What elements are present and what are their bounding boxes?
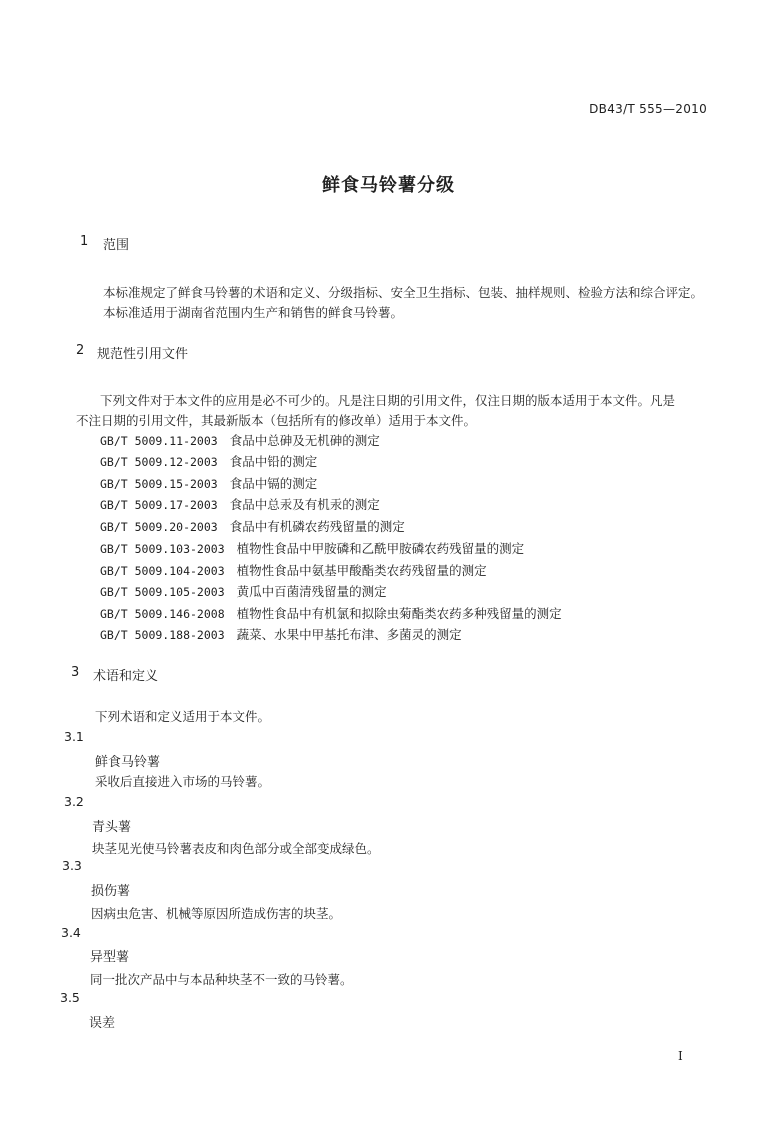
reference-code: GB/T 5009.103-2003 (100, 542, 225, 556)
paragraph: 不注日期的引用文件，其最新版本（包括所有的修改单）适用于本文件。 (76, 413, 477, 428)
reference-code: GB/T 5009.105-2003 (100, 585, 225, 599)
section-title: 范围 (103, 238, 130, 253)
reference-item (100, 431, 380, 449)
term-definition: 因病虫危害、机械等原因所造成伤害的块茎。 (91, 906, 342, 921)
term-definition: 同一批次产品中与本品种块茎不一致的马铃薯。 (90, 972, 353, 987)
term-number: 3.4 (61, 925, 81, 940)
section-title: 术语和定义 (93, 669, 159, 684)
reference-code: GB/T 5009.104-2003 (100, 564, 225, 578)
reference-item (100, 625, 462, 643)
paragraph: 下列文件对于本文件的应用是必不可少的。凡是注日期的引用文件，仅注日期的版本适用于本文件。凡是 (100, 393, 676, 408)
reference-item (100, 495, 380, 513)
reference-title: 食品中总汞及有机汞的测定 (229, 497, 380, 512)
page-title: 鲜食马铃薯分级 (322, 175, 455, 196)
reference-item (100, 561, 487, 579)
term-number: 3.5 (60, 990, 80, 1005)
term-number: 3.1 (64, 729, 84, 744)
document-number: DB43/T 555—2010 (589, 102, 707, 116)
reference-title: 食品中铅的测定 (229, 454, 318, 469)
section-number: 3 (71, 665, 80, 680)
term-name: 异型薯 (90, 950, 130, 965)
page-number: I (678, 1049, 683, 1063)
reference-item (100, 539, 524, 557)
reference-item (100, 452, 317, 470)
term-name: 误差 (89, 1016, 116, 1031)
reference-title: 黄瓜中百菌清残留量的测定 (236, 584, 387, 599)
term-number: 3.3 (62, 858, 82, 873)
reference-item (100, 474, 317, 492)
paragraph: 本标准规定了鲜食马铃薯的术语和定义、分级指标、安全卫生指标、包装、抽样规则、检验方法和综合评定。 (103, 285, 704, 300)
reference-title: 植物性食品中氨基甲酸酯类农药残留量的测定 (236, 563, 487, 578)
reference-code: GB/T 5009.12-2003 (100, 455, 218, 469)
term-definition: 块茎见光使马铃薯表皮和肉色部分或全部变成绿色。 (92, 841, 380, 856)
reference-item (100, 517, 405, 535)
term-definition: 采收后直接进入市场的马铃薯。 (95, 774, 271, 789)
reference-title: 食品中有机磷农药残留量的测定 (229, 519, 405, 534)
reference-item (100, 582, 387, 600)
section-title: 规范性引用文件 (97, 347, 189, 362)
reference-title: 食品中镉的测定 (229, 476, 318, 491)
term-name: 损伤薯 (91, 884, 131, 899)
term-number: 3.2 (64, 794, 84, 809)
reference-item (100, 604, 562, 622)
reference-title: 食品中总砷及无机砷的测定 (229, 433, 380, 448)
reference-title: 植物性食品中甲胺磷和乙酰甲胺磷农药残留量的测定 (236, 541, 525, 556)
reference-title: 蔬菜、水果中甲基托布津、多菌灵的测定 (236, 627, 462, 642)
reference-code: GB/T 5009.11-2003 (100, 434, 218, 448)
paragraph: 本标准适用于湖南省范围内生产和销售的鲜食马铃薯。 (103, 305, 404, 320)
reference-code: GB/T 5009.17-2003 (100, 498, 218, 512)
section-number: 2 (76, 343, 85, 358)
reference-title: 植物性食品中有机氯和拟除虫菊酯类农药多种残留量的测定 (236, 606, 562, 621)
reference-code: GB/T 5009.20-2003 (100, 520, 218, 534)
reference-code: GB/T 5009.188-2003 (100, 628, 225, 642)
reference-code: GB/T 5009.146-2008 (100, 607, 225, 621)
reference-code: GB/T 5009.15-2003 (100, 477, 218, 491)
section-number: 1 (80, 234, 89, 249)
term-name: 鲜食马铃薯 (95, 755, 161, 770)
term-name: 青头薯 (92, 820, 132, 835)
paragraph: 下列术语和定义适用于本文件。 (95, 709, 271, 724)
